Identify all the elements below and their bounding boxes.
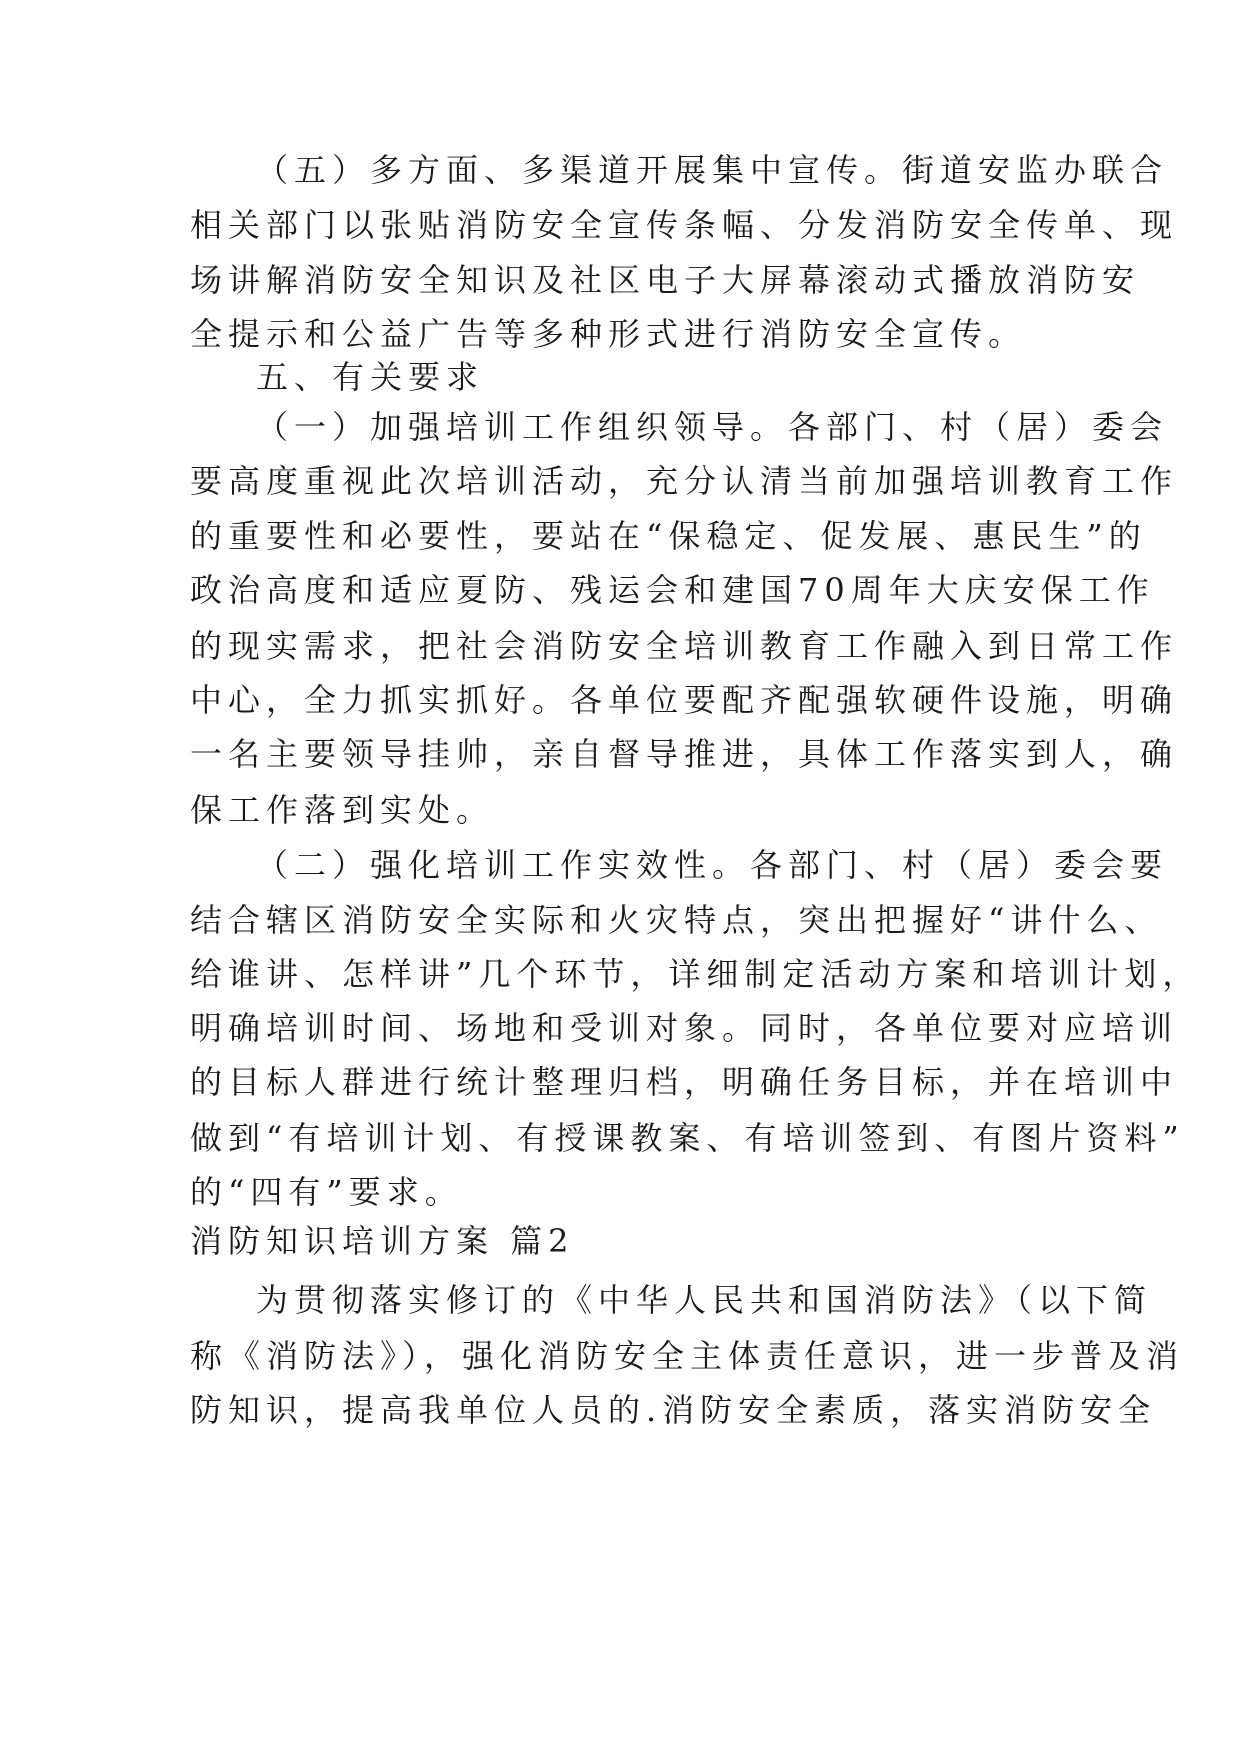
paragraph-line: 为贯彻落实修订的《中华人民共和国消防法》（以下简 bbox=[256, 1281, 1153, 1319]
article-subtitle: 消防知识培训方案 篇2 bbox=[190, 1222, 575, 1260]
section-heading: 五、有关要求 bbox=[256, 358, 485, 396]
paragraph-line: （五）多方面、多渠道开展集中宣传。街道安监办联合 bbox=[256, 151, 1169, 189]
paragraph-line: 相关部门以张贴消防安全宣传条幅、分发消防安全传单、现 bbox=[190, 206, 1179, 244]
paragraph-line: 防知识，提高我单位人员的.消防安全素质，落实消防安全 bbox=[190, 1391, 1157, 1429]
paragraph-line: 的“四有”要求。 bbox=[190, 1173, 463, 1211]
paragraph-line: 中心，全力抓实抓好。各单位要配齐配强软硬件设施，明确 bbox=[190, 681, 1179, 719]
paragraph-line: 场讲解消防安全知识及社区电子大屏幕滚动式播放消防安 bbox=[190, 261, 1141, 299]
paragraph-line: 称《消防法》），强化消防安全主体责任意识，进一步普及消 bbox=[190, 1337, 1185, 1375]
paragraph-line: 给谁讲、怎样讲”几个环节，详细制定活动方案和培训计划， bbox=[190, 955, 1201, 993]
paragraph-line: 的现实需求，把社会消防安全培训教育工作融入到日常工作 bbox=[190, 627, 1179, 665]
paragraph-line: 的目标人群进行统计整理归档，明确任务目标，并在培训中 bbox=[190, 1063, 1179, 1101]
paragraph-line: 要高度重视此次培训活动，充分认清当前加强培训教育工作 bbox=[190, 462, 1179, 500]
paragraph-line: 政治高度和适应夏防、残运会和建国70周年大庆安保工作 bbox=[190, 571, 1155, 609]
paragraph-line: 保工作落到实处。 bbox=[190, 791, 495, 829]
paragraph-line: （二）强化培训工作实效性。各部门、村（居）委会要 bbox=[256, 846, 1169, 884]
paragraph-line: （一）加强培训工作组织领导。各部门、村（居）委会 bbox=[256, 408, 1169, 446]
paragraph-line: 做到“有培训计划、有授课教案、有培训签到、有图片资料” bbox=[190, 1119, 1185, 1157]
paragraph-line: 明确培训时间、场地和受训对象。同时，各单位要对应培训 bbox=[190, 1009, 1179, 1047]
paragraph-line: 的重要性和必要性，要站在“保稳定、促发展、惠民生”的 bbox=[190, 517, 1147, 555]
paragraph-line: 一名主要领导挂帅，亲自督导推进，具体工作落实到人，确 bbox=[190, 735, 1179, 773]
paragraph-line: 结合辖区消防安全实际和火灾特点，突出把握好“讲什么、 bbox=[190, 901, 1163, 939]
paragraph-line: 全提示和公益广告等多种形式进行消防安全宣传。 bbox=[190, 315, 1027, 353]
